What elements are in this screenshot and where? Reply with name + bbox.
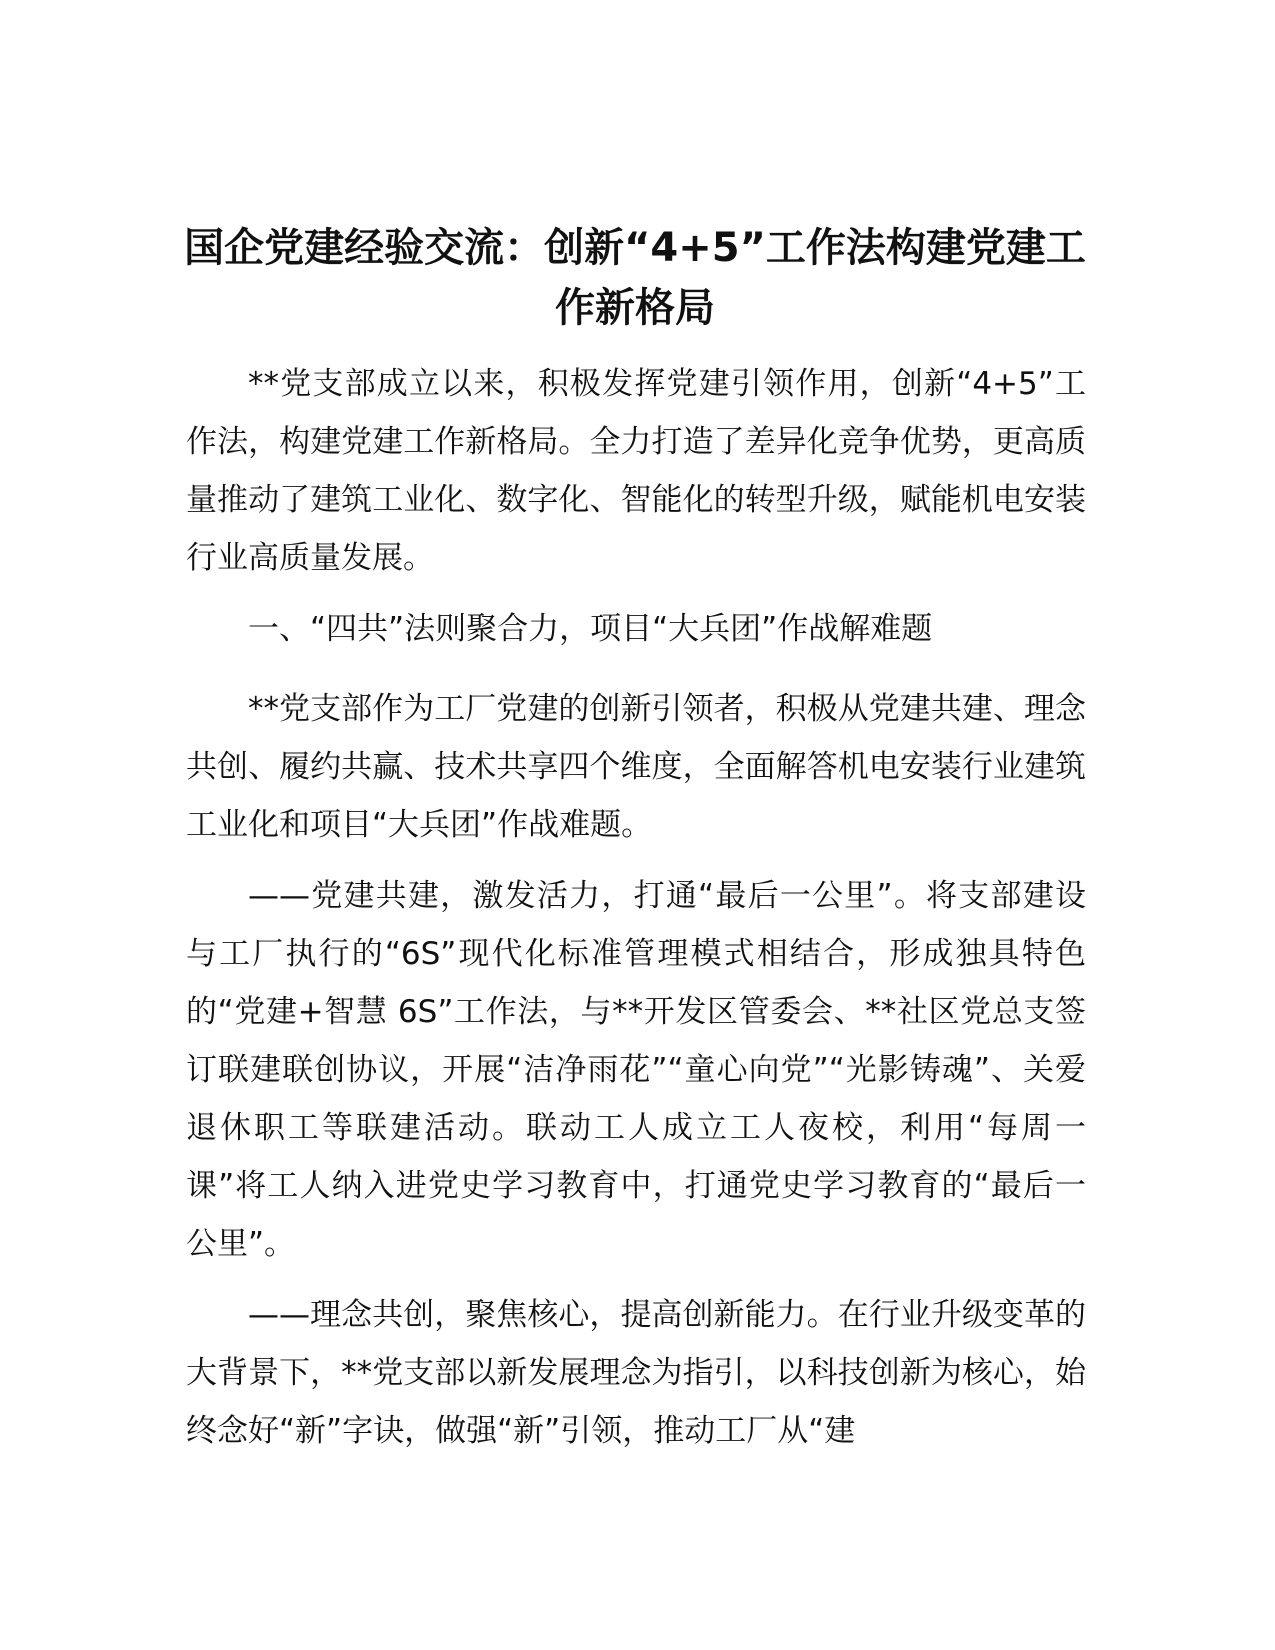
document-body [186, 355, 1086, 1473]
section-intro-paragraph: **党支部作为工厂党建的创新引领者，积极从党建共建、理念共创、履约共赢、技术共享四个维度，全面解答机电安装行业建筑工业化和项目“大兵团”作战难题。 [186, 691, 1086, 843]
document-title: 国企党建经验交流：创新“4+5”工作法构建党建工作新格局 [184, 225, 1086, 331]
party-building-paragraph: ——党建共建，激发活力，打通“最后一公里”。将支部建设与工厂执行的“6S”现代化标准管理模式相结合，形成独具特色的“党建+智慧 6S”工作法，与**开发区管委会、**社区党总支签订联建联创协议，开展“洁净雨花”“童心向党”“光影铸魂”、关爱退休职工等联建活动。联动工人成立工人夜校，利用“每周一课”将工人纳入进党史学习教育中，打通党史学习教育的“最后一公里”。 [186, 878, 1086, 1262]
concept-paragraph: ——理念共创，聚焦核心，提高创新能力。在行业升级变革的大背景下，**党支部以新发展理念为指引，以科技创新为核心，始终念好“新”字诀，做强“新”引领，推动工厂从“建 [186, 1297, 1086, 1449]
intro-paragraph: **党支部成立以来，积极发挥党建引领作用，创新“4+5”工作法，构建党建工作新格局。全力打造了差异化竞争优势，更高质量推动了建筑工业化、数字化、智能化的转型升级，赋能机电安装行业高质量发展。 [186, 366, 1086, 576]
section-heading: 一、“四共”法则聚合力，项目“大兵团”作战解难题 [248, 611, 933, 647]
